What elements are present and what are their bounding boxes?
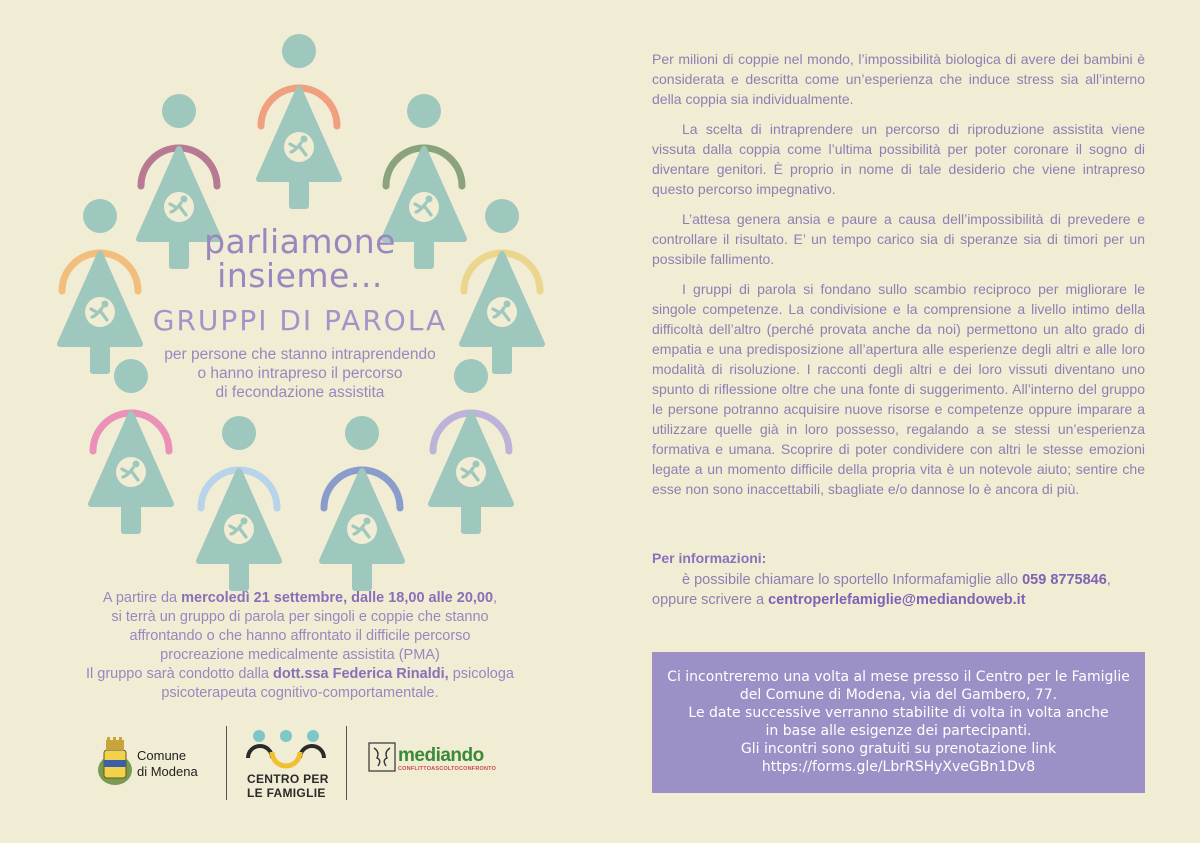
box-line-2: del Comune di Modena, via del Gambero, 77. — [739, 687, 1058, 703]
box-line-3: Le date successive verranno stabilite di volta in volta anche — [688, 705, 1109, 721]
announce-line-2: si terrà un gruppo di parola per singoli e coppie che stanno — [111, 609, 489, 625]
subtitle-line-1: per persone che stanno intraprendendo — [164, 346, 436, 363]
mediando-tagline: CONFLITTOASCOLTOCONFRONTO — [398, 766, 497, 772]
baby-head — [133, 461, 140, 468]
figure-leg — [352, 561, 372, 591]
figure-leg — [121, 504, 141, 534]
person-figure — [259, 34, 339, 209]
baby-head — [364, 518, 371, 525]
baby-head — [102, 301, 109, 308]
announce-date: mercoledì 21 settembre, dalle 18,00 alle 20,00 — [181, 590, 494, 606]
figure-leg — [229, 561, 249, 591]
centro-famiglie-name — [247, 772, 329, 800]
logo-divider — [346, 726, 347, 800]
cpf-line-1: CENTRO PER — [247, 772, 329, 786]
paragraph-1: Per milioni di coppie nel mondo, l’impossibilità biologica di avere dei bambini è considerata e descritta come un’esperienza che induce stress sia all’interno della coppia sia individualmente. — [652, 51, 1145, 107]
info-email-line — [652, 592, 1152, 608]
registration-link[interactable]: https://forms.gle/LbrRSHyXveGBn1Dv8 — [761, 759, 1036, 775]
paragraph-4: I gruppi di parola si fondano sullo scambio reciproco per migliorare le singole competenze. La condivisione e la comprensione a livello intimo della difficoltà dell’altro (perché provata anche da noi) permettono un alto grado di empatia e una predisposizione all’apertura alle esperienze degli altri e alle loro modalità di risoluzione. I racconti degli altri e dei loro vissuti diventano uno spunto di riflessione oltre che una fonte di suggerimento. All’interno del gruppo le persone potranno acquisire nuove risorse e competenze oppure imparare a utilizzare quelle già in loro possesso, regalando a se stessi un’esperienza formativa e umana. Scoprire di poter condividere con altri le stesse emozioni legate a un momento difficile della propria vita è un notevole aiuto; sentire che esse non sono inaccettabili, sbagliate e/o dannose lo è ancora di più. — [652, 281, 1145, 497]
baby-head — [504, 301, 511, 308]
comune-name — [137, 748, 198, 780]
paragraph-3: L’attesa genera ansia e paure a causa dell’impossibilità di prevedere e controllare il risultato. E’ un tempo carico sia di speranze sia di timori per un possibile fallimento. — [652, 211, 1145, 267]
figure-leg — [492, 344, 512, 374]
comune-line-2: di Modena — [137, 764, 198, 779]
info-phone-line — [652, 572, 1152, 588]
baby-head — [473, 461, 480, 468]
person-figure — [199, 416, 279, 591]
figure-head — [162, 94, 196, 128]
title-line-2: insieme... — [217, 256, 383, 295]
baby-head — [181, 196, 188, 203]
mediando-logo-text: mediando — [398, 745, 484, 766]
comune-crest-icon — [96, 736, 134, 788]
figure-head — [407, 94, 441, 128]
figure-head — [282, 34, 316, 68]
box-line-1: Ci incontreremo una volta al mese presso il Centro per le Famiglie — [667, 669, 1130, 685]
subtitle-line-3: di fecondazione assistita — [215, 384, 385, 401]
baby-head — [426, 196, 433, 203]
paragraph-2: La scelta di intraprendere un percorso di riproduzione assistita viene vissuta dalla coppia come l’ultima possibilità per poter coronare il sogno di diventare genitori. È proprio in nome di tale desiderio che viene intrapreso questo percorso impegnativo. — [652, 121, 1145, 197]
person-figure — [322, 416, 402, 591]
announce-line-3: affrontando o che hanno affrontato il difficile percorso — [129, 628, 471, 644]
info-text: oppure scrivere a — [652, 592, 769, 608]
announce-line-1 — [40, 589, 560, 608]
centro-famiglie-logo-icon — [244, 728, 328, 772]
figure-head — [345, 416, 379, 450]
announce-comma: , — [493, 590, 498, 606]
figure-leg — [289, 179, 309, 209]
info-text: è possibile chiamare lo sportello Informafamiglie allo — [682, 572, 1023, 588]
info-heading: Per informazioni: — [652, 550, 767, 566]
announce-text: A partire da — [102, 590, 182, 606]
figure-leg — [90, 344, 110, 374]
announce-text: psicologa — [448, 666, 514, 682]
announce-line-6: psicoterapeuta cognitivo-comportamentale. — [161, 685, 439, 701]
logo-divider — [226, 726, 227, 800]
baby-head — [301, 136, 308, 143]
figure-head — [485, 199, 519, 233]
box-line-4: in base alle esigenze dei partecipanti. — [765, 723, 1032, 739]
mediando-faces-icon — [368, 742, 396, 772]
info-comma: , — [1106, 572, 1111, 588]
announce-name: dott.ssa Federica Rinaldi, — [273, 666, 449, 682]
figure-head — [83, 199, 117, 233]
figure-leg — [461, 504, 481, 534]
announce-line-5 — [40, 665, 560, 684]
subtitle-line-2: o hanno intrapreso il percorso — [197, 365, 403, 382]
title-line-3: GRUPPI DI PAROLA — [152, 304, 448, 337]
box-line-5: Gli incontri sono gratuiti su prenotazione link — [740, 741, 1057, 757]
info-email-link[interactable]: centroperlefamiglie@mediandoweb.it — [768, 592, 1026, 608]
figure-head — [222, 416, 256, 450]
announce-text: Il gruppo sarà condotto dalla — [86, 666, 274, 682]
title-line-1: parliamone — [204, 222, 396, 261]
figures-illustration — [0, 0, 600, 600]
announce-line-4: procreazione medicalmente assistita (PMA) — [160, 647, 440, 663]
baby-head — [241, 518, 248, 525]
comune-line-1: Comune — [137, 748, 187, 763]
info-phone[interactable]: 059 8775846 — [1022, 572, 1107, 588]
cpf-line-2: LE FAMIGLIE — [247, 786, 326, 800]
